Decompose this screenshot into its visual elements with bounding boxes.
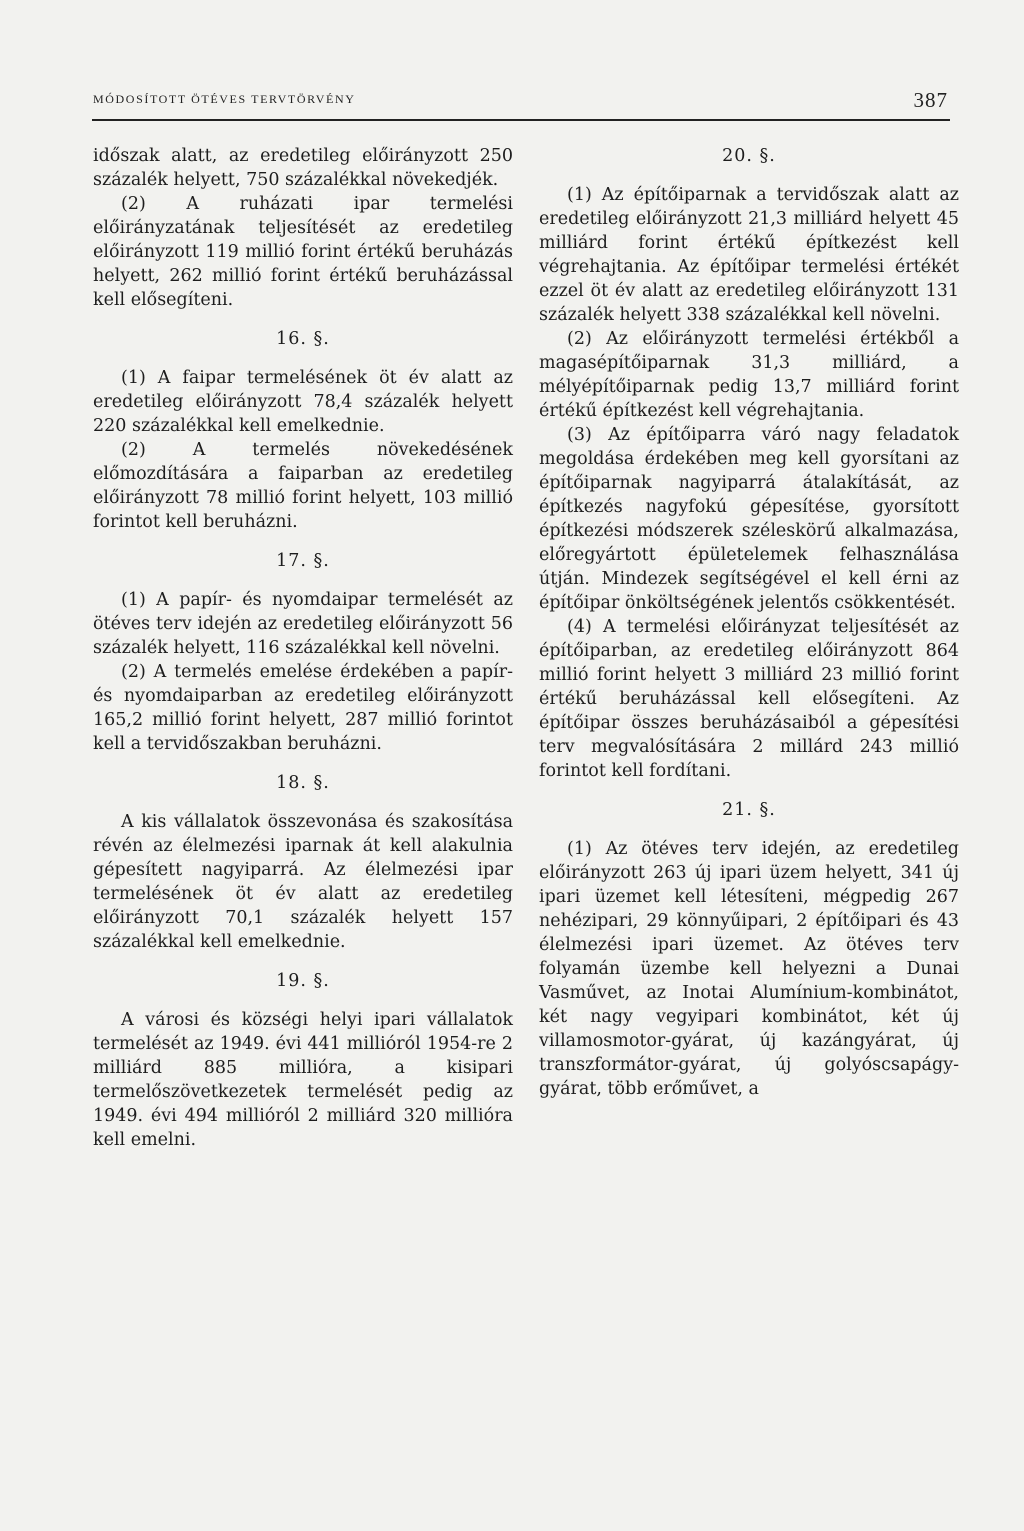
section-heading-18: 18. §.: [276, 773, 330, 793]
right-column: [539, 144, 959, 1101]
page-header: [93, 88, 950, 118]
paragraph-continued: időszak alatt, az eredetileg előirányzott 250 százalék helyett, 750 százalékkal növekedjék.: [93, 146, 513, 190]
paragraph-19: A városi és községi helyi ipari vállalatok termelését az 1949. évi 441 millióról 1954-re 2 milliárd 885 millióra, a kisipari termelőszövetkezetek termelését pedig az 1949. évi 494 millióról 2 milliárd 320 millióra kell emelni.: [93, 1010, 513, 1150]
section-heading-17: 17. §.: [276, 551, 330, 571]
section-heading-21: 21. §.: [722, 800, 776, 820]
paragraph-16-1: (1) A faipar termelésének öt év alatt az eredetileg előirányzott 78,4 százalék helyett 220 százalékkal kell emelkednie.: [93, 368, 513, 436]
section-heading-20: 20. §.: [722, 146, 776, 166]
paragraph-20-1: (1) Az építőiparnak a tervidőszak alatt az eredetileg előirányzott 21,3 milliárd helyett 45 milliárd forint értékű építkezést kell végrehajtania. Az építőipar termelési értékét ezzel öt év alatt az eredetileg előirányzott 131 százalék helyett 338 százalékkal kell növelni.: [539, 185, 959, 325]
section-heading-16: 16. §.: [276, 329, 330, 349]
paragraph-21-1: (1) Az ötéves terv idején, az eredetileg előirányzott 263 új ipari üzem helyett, 341 új ipari üzemet kell létesíteni, mégpedig 267 nehézipari, 29 könnyűipari, 2 építőipari és 43 élelmezési ipari üzemet. Az ötéves terv folyamán üzembe kell helyezni a Dunai Vasművet, az Inotai Alumínium-kombinátot, két nagy vegyipari kombinátot, két új villamosmotor-gyárat, új kazángyárat, új transzformátor-gyárat, új golyóscsapágy-gyárat, több erőművet, a: [539, 839, 959, 1099]
paragraph-20-2: (2) Az előirányzott termelési értékből a magasépítőiparnak 31,3 milliárd, a mélyépítőiparnak pedig 13,7 milliárd forint értékű építkezést kell végrehajtania.: [539, 329, 959, 421]
running-title: MÓDOSÍTOTT ÖTÉVES TERVTÖRVÉNY: [93, 92, 356, 106]
paragraph-17-1: (1) A papír- és nyomdaipar termelését az ötéves terv idején az eredetileg előirányzott 56 százalék helyett, 116 százalékkal kell növelni.: [93, 590, 513, 658]
header-rule: [92, 119, 950, 121]
paragraph-20-4: (4) A termelési előirányzat teljesítését az építőiparban, az eredetileg előirányzott 864 millió forint helyett 3 milliárd 23 millió forint értékű beruházással kell elősegíteni. Az építőipar összes beruházásaiból a gépesítési terv megvalósítására 2 millárd 243 millió forintot kell fordítani.: [539, 617, 959, 781]
section-heading-19: 19. §.: [276, 971, 330, 991]
paragraph-15-2: (2) A ruházati ipar termelési előirányzatának teljesítését az eredetileg előirányzott 119 millió forint értékű beruházás helyett, 262 millió forint értékű beruházással kell elősegíteni.: [93, 194, 513, 310]
paragraph-16-2: (2) A termelés növekedésének előmozdítására a faiparban az eredetileg előirányzott 78 millió forint helyett, 103 millió forintot kell beruházni.: [93, 440, 513, 532]
paragraph-18: A kis vállalatok összevonása és szakosítása révén az élelmezési iparnak át kell alakulnia gépesített nagyiparrá. Az élelmezési ipar termelésének öt év alatt az eredetileg előirányzott 70,1 százalék helyett 157 százalékkal kell emelkednie.: [93, 812, 513, 952]
left-column: [93, 144, 513, 1152]
paragraph-17-2: (2) A termelés emelése érdekében a papír- és nyomdaiparban az eredetileg előirányzott 165,2 millió forint helyett, 287 millió forintot kell a tervidőszakban beruházni.: [93, 662, 513, 754]
page-number: 387: [913, 88, 948, 112]
paragraph-20-3: (3) Az építőiparra váró nagy feladatok megoldása érdekében meg kell gyorsítani az építőiparnak nagyiparrá átalakítását, az építkezés nagyfokú gépesítése, gyorsított építkezési módszerek széleskörű alkalmazása, előregyártott épületelemek felhasználása útján. Mindezek segítségével el kell érni az építőipar önköltségének jelentős csökkentését.: [539, 425, 959, 613]
